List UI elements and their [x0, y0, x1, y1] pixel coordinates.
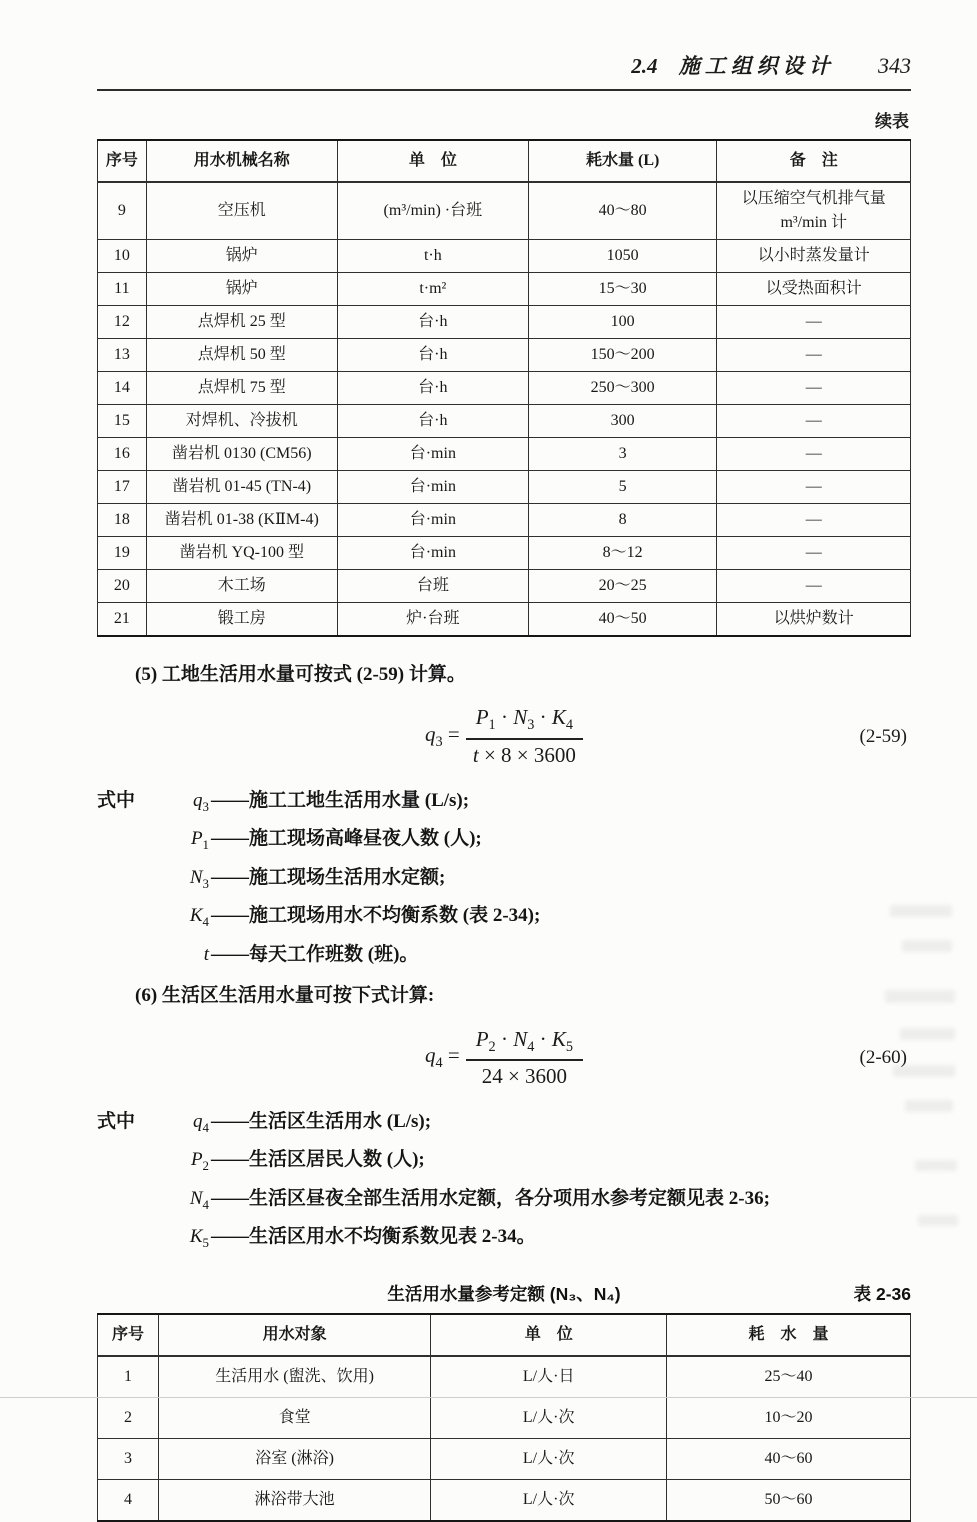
table-header-cell: 单 位 [431, 1314, 667, 1356]
variable-symbol: $q_3$ [193, 789, 209, 814]
where-lead-label: 式中 [97, 1110, 136, 1132]
table-cell: 8～12 [528, 537, 717, 570]
table-cell: 凿岩机 01-45 (TN-4) [146, 471, 337, 504]
table-cell: — [717, 471, 911, 504]
section-title: 施工组织设计 [678, 54, 835, 78]
where-lead-label: 式中 [97, 789, 136, 811]
table-cell: 15～30 [528, 273, 717, 306]
scan-artifact [918, 1215, 958, 1226]
table-cell: — [717, 537, 911, 570]
formula-fraction [466, 705, 583, 767]
table-cell: 点焊机 75 型 [146, 372, 337, 405]
table-cell: 台·min [337, 438, 528, 471]
table-row [98, 240, 911, 273]
table-cell: — [717, 405, 911, 438]
variable-symbol: $N_4$ [189, 1187, 209, 1212]
table-cell: L/人·次 [431, 1438, 667, 1479]
table-row [98, 306, 911, 339]
where-row [97, 1185, 911, 1215]
table-cell: 5 [528, 471, 717, 504]
table-2-36-title: 生活用水量参考定额 (N₃、N₄) [387, 1283, 621, 1304]
table-header-row [98, 1314, 911, 1356]
page [97, 0, 911, 1522]
page-bottom-scan-line [0, 1397, 977, 1398]
table-header-cell: 用水对象 [158, 1314, 430, 1356]
variable-description: ——生活区昼夜全部生活用水定额，各分项用水参考定额见表 2-36; [211, 1187, 770, 1209]
variable-description: ——生活区生活用水 (L/s); [211, 1110, 432, 1132]
table-row [98, 273, 911, 306]
formula-2-60 [97, 1017, 911, 1099]
domestic-water-table [97, 1313, 911, 1522]
table-cell: 4 [98, 1479, 159, 1521]
scan-artifact [915, 1160, 957, 1171]
machinery-water-table [97, 139, 911, 637]
variable-symbol: $N_3$ [189, 866, 209, 891]
variable-symbol: $P_2$ [190, 1149, 209, 1173]
table-cell: 12 [98, 306, 147, 339]
where-lead-label [97, 941, 153, 969]
table-row [98, 1356, 911, 1398]
table-cell: — [717, 438, 911, 471]
scan-artifact [893, 1065, 955, 1077]
variable-description: ——生活区用水不均衡系数见表 2-34。 [211, 1226, 536, 1248]
table-cell: 1050 [528, 240, 717, 273]
table-row [98, 537, 911, 570]
table-cell: 点焊机 50 型 [146, 339, 337, 372]
fraction-numerator: $P_2 \cdot N_4 \cdot K_5$ [466, 1027, 583, 1061]
scan-artifact [900, 1028, 955, 1040]
where-lead-label [97, 1223, 153, 1253]
table-cell: 淋浴带大池 [158, 1479, 430, 1521]
table-cell: 2 [98, 1397, 159, 1438]
where-row [97, 787, 911, 817]
formula-lhs: $q_3$ = [424, 721, 460, 751]
table-cell: L/人·次 [431, 1479, 667, 1521]
variable-symbol: t [203, 943, 209, 965]
variable-description: ——生活区居民人数 (人); [211, 1149, 425, 1171]
paragraph-6: (6) 生活区生活用水量可按下式计算: [135, 985, 435, 1007]
table-cell: 150～200 [528, 339, 717, 372]
variable-symbol: $q_4$ [193, 1110, 209, 1135]
scan-artifact [902, 940, 952, 952]
table-header-cell: 备 注 [717, 140, 911, 182]
table-cell: 以压缩空气机排气量 m³/min 计 [717, 182, 911, 240]
table-cell: 生活用水 (盥洗、饮用) [158, 1356, 430, 1398]
fraction-numerator: $P_1 \cdot N_3 \cdot K_4$ [466, 705, 583, 739]
table-cell: 台·h [337, 405, 528, 438]
table-row [98, 603, 911, 637]
table-cell: 50～60 [667, 1479, 911, 1521]
table-header-row [98, 140, 911, 182]
table-cell: 15 [98, 405, 147, 438]
variable-description: ——施工现场生活用水定额; [211, 866, 446, 888]
table-cell: 锅炉 [146, 273, 337, 306]
variable-symbol: $P_1$ [190, 828, 209, 852]
table-2-36-caption [97, 1281, 911, 1306]
table-cell: 250～300 [528, 372, 717, 405]
table-cell: t·m² [337, 273, 528, 306]
where-row [97, 1108, 911, 1138]
table-row [98, 1438, 911, 1479]
table-row [98, 405, 911, 438]
section-number: 2.4 [631, 54, 658, 78]
scan-artifact [885, 990, 955, 1003]
table-cell: 13 [98, 339, 147, 372]
table-cell: 16 [98, 438, 147, 471]
page-number: 343 [878, 53, 911, 78]
table-cell: — [717, 306, 911, 339]
table-cell: 10 [98, 240, 147, 273]
table-row [98, 1397, 911, 1438]
table-cell: — [717, 372, 911, 405]
table-cell: L/人·日 [431, 1356, 667, 1398]
table-row [98, 339, 911, 372]
scan-artifact [905, 1100, 953, 1112]
where-lead-label [97, 825, 153, 855]
table-cell: 100 [528, 306, 717, 339]
table-cell: 对焊机、冷拔机 [146, 405, 337, 438]
table-header-cell: 耗 水 量 [667, 1314, 911, 1356]
variable-description: ——施工现场用水不均衡系数 (表 2-34); [211, 905, 541, 927]
scan-artifact [890, 905, 952, 917]
table-header-cell: 序号 [98, 1314, 159, 1356]
table-cell: 20 [98, 570, 147, 603]
table-cell: (m³/min) ·台班 [337, 182, 528, 240]
paragraph-5: (5) 工地生活用水量可按式 (2-59) 计算。 [135, 664, 466, 685]
table-cell: 1 [98, 1356, 159, 1398]
table-row [98, 182, 911, 240]
table-cell: — [717, 570, 911, 603]
table-cell: 凿岩机 YQ-100 型 [146, 537, 337, 570]
page-header [97, 50, 911, 80]
table-cell: — [717, 504, 911, 537]
table-cell: 以烘炉数计 [717, 603, 911, 637]
table-row [98, 471, 911, 504]
table-cell: 21 [98, 603, 147, 637]
table-cell: 40～50 [528, 603, 717, 637]
table-cell: 点焊机 25 型 [146, 306, 337, 339]
table-cell: 20～25 [528, 570, 717, 603]
table-cell: 11 [98, 273, 147, 306]
table-cell: 锅炉 [146, 240, 337, 273]
table-cell: L/人·次 [431, 1397, 667, 1438]
table-cell: 17 [98, 471, 147, 504]
where-row [97, 825, 911, 855]
table-header-cell: 单 位 [337, 140, 528, 182]
table-cell: 25～40 [667, 1356, 911, 1398]
where-lead-label [97, 902, 153, 932]
formula-2-59 [97, 696, 911, 778]
table-cell: 锻工房 [146, 603, 337, 637]
table-row [98, 504, 911, 537]
equation-number: (2-59) [859, 725, 907, 747]
table-cell: 凿岩机 0130 (CM56) [146, 438, 337, 471]
table-cell: 40～60 [667, 1438, 911, 1479]
table-cell: t·h [337, 240, 528, 273]
table-cell: 凿岩机 01-38 (KⅡM-4) [146, 504, 337, 537]
variable-description: ——每天工作班数 (班)。 [211, 943, 419, 965]
table-cell: 台·h [337, 306, 528, 339]
variable-description: ——施工现场高峰昼夜人数 (人); [211, 828, 482, 850]
table-cell: 木工场 [146, 570, 337, 603]
table-cell: 19 [98, 537, 147, 570]
variable-description: ——施工工地生活用水量 (L/s); [211, 789, 470, 811]
table-cell: 浴室 (淋浴) [158, 1438, 430, 1479]
table-cell: 空压机 [146, 182, 337, 240]
where-lead-label [97, 1146, 153, 1176]
table-header-cell: 耗水量 (L) [528, 140, 717, 182]
table-cell: 台·min [337, 504, 528, 537]
table-row [98, 372, 911, 405]
where-row [97, 902, 911, 932]
table-cell: 以受热面积计 [717, 273, 911, 306]
table-cell: 炉·台班 [337, 603, 528, 637]
where-list-2 [97, 1108, 911, 1253]
variable-symbol: $K_4$ [189, 905, 209, 929]
table-cell: 10～20 [667, 1397, 911, 1438]
table-cell: 台班 [337, 570, 528, 603]
continued-table-label: 续表 [875, 112, 909, 131]
header-rule [97, 89, 911, 91]
formula-fraction [466, 1027, 583, 1089]
table-cell: 台·min [337, 471, 528, 504]
where-row [97, 864, 911, 894]
table-cell: — [717, 339, 911, 372]
table-header-cell: 序号 [98, 140, 147, 182]
table-cell: 9 [98, 182, 147, 240]
where-row [97, 1223, 911, 1253]
table-cell: 300 [528, 405, 717, 438]
table-row [98, 1479, 911, 1521]
table-cell: 3 [98, 1438, 159, 1479]
variable-symbol: $K_5$ [189, 1226, 209, 1251]
table-2-36-tag: 表 2-36 [853, 1283, 911, 1304]
table-cell: 3 [528, 438, 717, 471]
table-cell: 台·min [337, 537, 528, 570]
table-row [98, 438, 911, 471]
fraction-denominator: 24 × 3600 [481, 1063, 568, 1088]
where-row [97, 1146, 911, 1176]
fraction-denominator: t × 8 × 3600 [472, 742, 576, 767]
table-header-cell: 用水机械名称 [146, 140, 337, 182]
table-cell: 台·h [337, 372, 528, 405]
where-row [97, 941, 911, 969]
table-cell: 8 [528, 504, 717, 537]
table-cell: 食堂 [158, 1397, 430, 1438]
table-cell: 18 [98, 504, 147, 537]
table-cell: 以小时蒸发量计 [717, 240, 911, 273]
where-lead-label [97, 864, 153, 894]
equation-number: (2-60) [859, 1046, 907, 1068]
table-cell: 14 [98, 372, 147, 405]
where-lead-label [97, 1185, 153, 1215]
formula-lhs: $q_4$ = [424, 1043, 460, 1072]
table-cell: 台·h [337, 339, 528, 372]
table-cell: 40～80 [528, 182, 717, 240]
where-list-1 [97, 787, 911, 969]
table-row [98, 570, 911, 603]
